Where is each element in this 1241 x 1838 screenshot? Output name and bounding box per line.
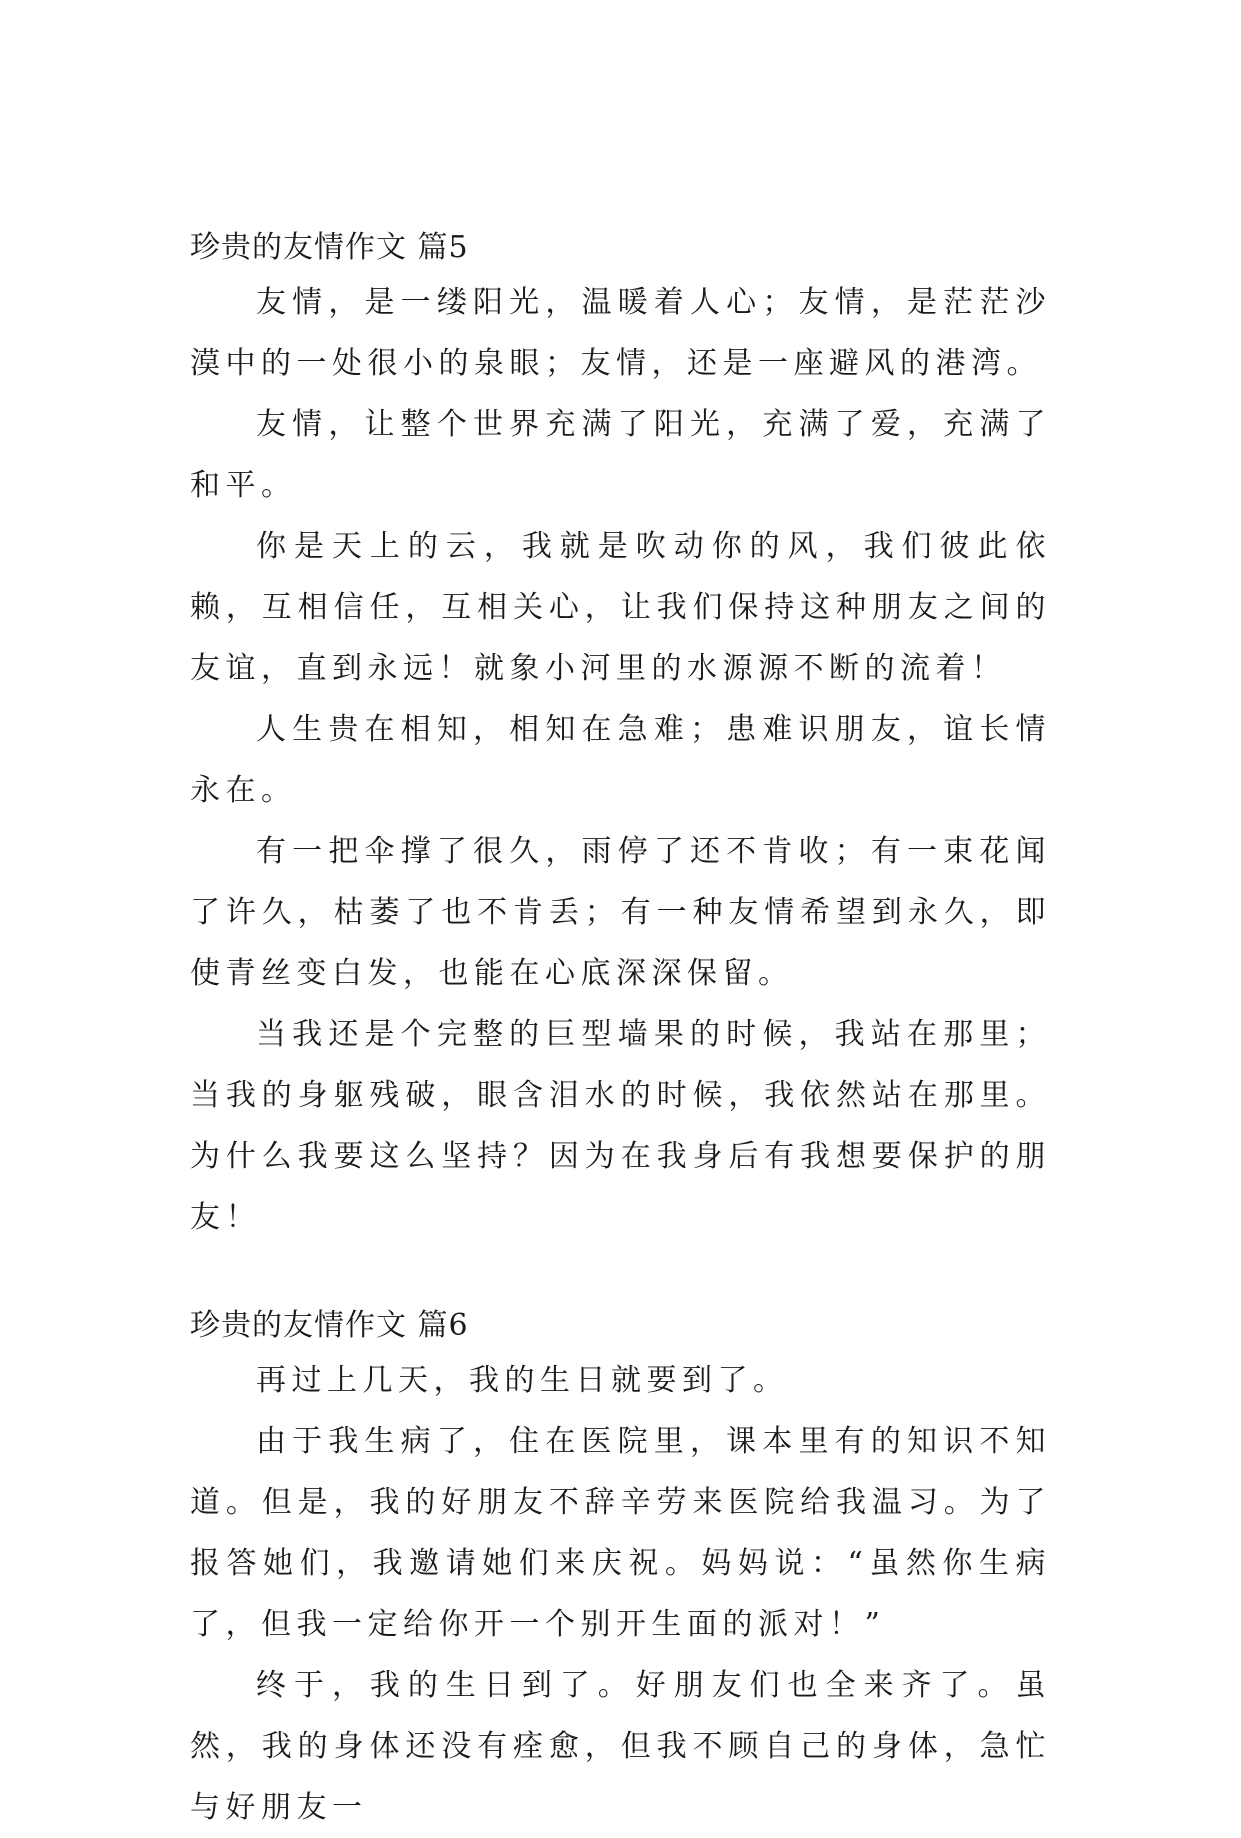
paragraph: 人生贵在相知，相知在急难；患难识朋友，谊长情永在。 [190, 712, 1051, 808]
paragraph: 再过上几天，我的生日就要到了。 [256, 1363, 789, 1398]
section-title: 珍贵的友情作文 篇5 [190, 230, 469, 265]
essay-section-5 [190, 228, 1051, 1248]
essay-section-6 [190, 1306, 1051, 1838]
section-title: 珍贵的友情作文 篇6 [190, 1308, 469, 1343]
paragraph: 友情，是一缕阳光，温暖着人心；友情，是茫茫沙漠中的一处很小的泉眼；友情，还是一座避风的港湾。 [190, 285, 1051, 381]
paragraph: 终于，我的生日到了。好朋友们也全来齐了。虽然，我的身体还没有痊愈，但我不顾自己的身体，急忙与好朋友一 [190, 1668, 1051, 1825]
paragraph: 当我还是个完整的巨型墙果的时候，我站在那里；当我的身躯残破，眼含泪水的时候，我依然站在那里。为什么我要这么坚持？因为在我身后有我想要保护的朋友！ [190, 1017, 1051, 1235]
paragraph: 有一把伞撑了很久，雨停了还不肯收；有一束花闻了许久，枯萎了也不肯丢；有一种友情希望到永久，即使青丝变白发，也能在心底深深保留。 [190, 834, 1051, 991]
paragraph: 友情，让整个世界充满了阳光，充满了爱，充满了和平。 [190, 407, 1051, 503]
paragraph: 你是天上的云，我就是吹动你的风，我们彼此依赖，互相信任，互相关心，让我们保持这种朋友之间的友谊，直到永远！就象小河里的水源源不断的流着！ [190, 529, 1051, 686]
paragraph: 由于我生病了，住在医院里，课本里有的知识不知道。但是，我的好朋友不辞辛劳来医院给我温习。为了报答她们，我邀请她们来庆祝。妈妈说：“虽然你生病了，但我一定给你开一个别开生面的派对！” [190, 1424, 1051, 1642]
